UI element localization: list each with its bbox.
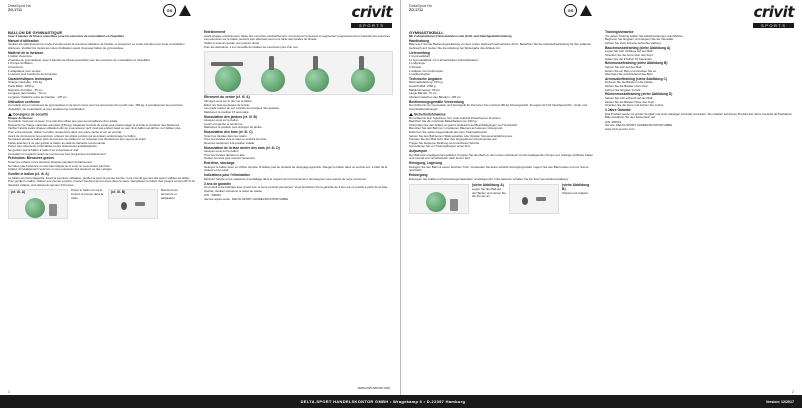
crivit-sports-tag: SPORTS — [753, 23, 794, 28]
safety-item: Avant de commencer les exercices, enlevez les objets pointus qui pourraient endommager le ballon. — [8, 133, 137, 138]
right-column-2 — [605, 30, 794, 132]
inflate-text-2: Pour gonfler le ballon, utilisez une pompe à piston. Insérez l'embout de la pompe dans la valve. Remplissez le ballon d'air jusqu'à environ 80 % du diamètre indiqué, puis laissez-le reposer 24 heures. — [8, 179, 195, 187]
storage-text: Nettoyez le ballon avec un chiffon humide. N'utilisez pas de produits de nettoyage agressifs. Rangez le ballon dans un endroit sec, à l'abri de la chaleur et du soleil. — [204, 164, 388, 173]
exercise-1-item: Allongez-vous sur le dos sur le ballon. — [204, 98, 253, 103]
use-heading: Bestimmungsgemäße Verwendung — [409, 99, 464, 104]
training-item: Les exercices sur le ballon peuvent être effectués seul ou à l'aide des bandes de fitness. — [204, 37, 318, 42]
exercise-2-heading: Musculation des jambes (cf. ill. B) — [204, 114, 257, 119]
exercise-2-heading: Beinmuskeltraining (siehe Abbildung B) — [605, 61, 668, 66]
exercise-2-item: Asseyez-vous sur le ballon. — [204, 118, 240, 123]
exercise-1-heading: Étirement du ventre (cf. ill. A) — [204, 95, 250, 100]
safety-item: Respectez la charge maximale autorisée (150 kg). Dépasser la limite de poids peut endommager le produit et entraîner des blessures. — [8, 122, 180, 127]
training-text: Avant chaque entraînement, faites des exercices d'échauffement. Commencez lentement et augmentez progressivement l'intensité des exercices. — [204, 33, 391, 38]
training-item: Achten Sie stets auf eine aufrechte Haltung. — [605, 40, 662, 45]
intro-text: Bitte lesen Sie die Bedienungsanleitung vor dem ersten Gebrauch aufmerksam durch. Bewahren Sie die Gebrauchsanleitung für den späteren Gebrauch auf. Geben Sie die Anleitung bei Weitergabe des Artikels mit. — [409, 42, 592, 50]
figure-b-caption: Stöpsel und Adapter. — [562, 190, 589, 195]
safety-item: Portez des vêtements confortables et des chaussures antidérapantes. — [8, 144, 98, 149]
intro-heading: Manuel d'utilisation — [8, 38, 39, 43]
figure-b-caption: Bouchons de fermeture et adaptateur. — [161, 188, 178, 200]
safety-item: Ne laissez jamais le ballon près de sources de chaleur et ne l'exposez pas directement aux rayons du soleil. — [8, 137, 147, 142]
important-heading: Précisions: Blessures graves — [8, 156, 54, 161]
crivit-logo — [351, 4, 392, 28]
warranty-heading: 3 Jahre Garantie — [605, 108, 631, 112]
exercise-3-item: Kehren Sie langsam zurück. — [605, 87, 642, 92]
exercise-4-item: Strecken Sie die Arme und kehren Sie zurück. — [605, 103, 664, 108]
training-heading: Entraînement — [204, 30, 226, 35]
intro-heading: Handhabung — [409, 38, 430, 43]
exercise-4-item: Asseyez-vous sur le ballon. — [204, 149, 240, 154]
scope-item: 1 Lackierstopfen — [409, 72, 431, 77]
footer-bar — [0, 395, 802, 408]
warranty-heading: 3 ans de garantie — [204, 181, 231, 186]
product-title: GYMNASTIKBALL — [409, 30, 444, 36]
figure-b — [108, 189, 158, 219]
page-number: 1 — [8, 390, 10, 394]
exercise-illustrations — [204, 51, 393, 95]
storage-heading: Reinigung, Lagerung — [409, 161, 442, 166]
exercise-4-item: Ziehen Sie die Bänder hinter den Kopf. — [605, 99, 655, 104]
exercise-3-heading: Musculation des bras (cf. ill. C) — [204, 130, 253, 135]
tech-item: Gewicht Ball: 1050 g — [409, 84, 436, 89]
product-subtitle: Mit 2 abnehmbaren Fitnessbändern zum Kraft- und Gleichgewichtstraining — [409, 33, 512, 38]
inflate-heading: Aufpumpen — [409, 149, 428, 154]
product-subtitle: Avec 2 bandes de fitness amovibles pour les exercices de musculation et d'équilibre — [8, 33, 125, 38]
exercise-ball-d — [351, 68, 375, 92]
safety-heading: Consignes de sécurité — [8, 113, 196, 117]
figure-a-caption: Legen Sie den Ball auf den Boden und setzen Sie die Pumpe an. — [472, 186, 506, 199]
storage-heading: Entretien, stockage — [204, 161, 235, 166]
brand-line: DeltaSport Ha — [8, 4, 31, 8]
person-figure-b — [269, 56, 274, 70]
model-number: ZG-1711 — [409, 8, 423, 13]
right-column-1 — [409, 30, 597, 214]
exercise-1-item: Étirez les bras au-dessus de la tête. — [204, 102, 250, 107]
left-page — [0, 0, 401, 395]
exercise-1-item: Legen Sie sich rücklings auf den Ball. — [605, 49, 654, 54]
version-label: Version: 12/2017 — [765, 399, 794, 404]
training-item: Veillez à toujours garder une posture droite. — [204, 40, 260, 45]
ball-illustration — [426, 192, 446, 212]
tech-heading: Technische Angaben — [409, 76, 442, 81]
scope-item: 1 Pompe d'inflation — [8, 61, 33, 66]
exercise-2-item: Levez une jambe et tendez-la. — [204, 121, 243, 126]
service-info: Service: DELTA-SPORT HANDELSKONTOR GMBH — [605, 123, 673, 128]
certification-logos — [564, 4, 592, 17]
safety-item: Benutzen Sie den Ball nur in trockenen Räumen auf ebenem Untergrund. — [409, 126, 503, 131]
safety-item: Konsultieren Sie vor Trainingsbeginn einen Arzt. — [409, 144, 471, 149]
tech-item: Longueur des bandes : 70 cm — [8, 91, 47, 96]
warning-triangle-icon — [580, 5, 592, 16]
training-item: Beginnen Sie langsam und steigern Sie die Intensität. — [605, 37, 674, 42]
figure-b — [509, 184, 559, 214]
warning-triangle-icon — [179, 5, 191, 16]
scope-heading: Matériel de la livraison — [8, 50, 44, 55]
safety-item: Pumpen Sie den Ball nicht über den angegebenen Durchmesser auf. — [409, 137, 498, 142]
gs-logo: GS — [564, 4, 577, 17]
crivit-logo — [753, 4, 794, 28]
important-item: Arrêtez immédiatement l'exercice si vous ressentez des douleurs ou des vertiges. — [8, 167, 113, 172]
plug-illustration — [121, 202, 127, 210]
safety-item: Setzen Sie den Ball keinen Wärmequellen oder direkter Sonneneinstrahlung aus. — [409, 133, 513, 138]
safety-item: Cet article n'est pas un jouet. Il ne doit être utilisé que sous la surveillance d'un adulte. — [8, 119, 119, 124]
certification-logos — [163, 4, 191, 17]
tech-item: Diamètre du ballon : 65 cm — [8, 87, 43, 92]
safety-item: Der Artikel ist kein Spielzeug. Nur unter Aufsicht Erwachsener benutzen. — [409, 115, 502, 120]
figure-b-caption-block — [562, 184, 592, 214]
scope-item: 1 Gymnastikball — [409, 54, 430, 59]
left-column-2 — [204, 30, 393, 202]
inflate-text: Le ballon est fourni dégonflé. Avant la première utilisation, gonflez-le avec la pompe fournie. Il est normal que des plis soient visibles au début. — [8, 175, 190, 180]
right-page — [401, 0, 802, 395]
figure-a-label: (cf. ill. A) — [11, 190, 26, 195]
person-figure-d — [359, 56, 364, 70]
intro-text: Veuillez lire attentivement le mode d'emploi avant la première utilisation de l'article, et conservez ce mode d'emploi pour toute consultation ultérieure. Veuillez lire toutes les notes d'utilisation avant d'exposer ballon de gymnastique. — [8, 42, 185, 50]
exercise-1-item: Maintenez la position 15 secondes. — [204, 109, 250, 114]
safety-item: Beachten Sie die maximale Belastbarkeit von 150 kg. — [409, 119, 478, 124]
safety-item: Überprüfen Sie den Artikel vor jedem Gebrauch auf Beschädigungen und Verschleiß. — [409, 122, 518, 127]
ian-number: IAN: 300043 — [605, 119, 622, 124]
scope-heading: Lieferumfang — [409, 50, 430, 55]
exercise-1-item: Halten Sie die Position 15 Sekunden. — [605, 56, 653, 61]
plug-illustration — [522, 197, 528, 205]
exercise-2-item: Wechseln Sie anschließend das Bein. — [605, 72, 654, 77]
exercise-4-item: Tirez les bandes derrière la tête. — [204, 152, 246, 157]
safety-item: Faites attention à ne pas gonfler le ballon au-delà du diamètre recommandé. — [8, 140, 106, 145]
safety-item: Vérifiez l'article avant chaque utilisation afin de vous assurer qu'il n'est pas endommagé ou usé. Si le ballon est abîmé, ne l'utilisez plus. — [8, 126, 182, 131]
exercise-1-heading: Bauchmuskeltraining (siehe Abbildung A) — [605, 45, 671, 50]
scope-item: 1 ballon d'exercice — [8, 54, 32, 59]
exercise-3-item: Revenez lentement à la position initiale. — [204, 140, 255, 145]
gs-logo: GS — [163, 4, 176, 17]
person-figure-a — [211, 62, 243, 66]
use-text: Der Artikel ist ein Gymnastik- und Sportgerät für Personen bis maximal 150 kg Körpergewicht. Er eignet sich für Gleichgewichts-, Kraft- und Koordinationsübungen. — [409, 103, 588, 111]
figure-a — [8, 189, 68, 219]
inflate-text: Der Ball wird unaufgepumpt geliefert. Pumpen Sie den Ball vor dem ersten Gebrauch mit der beiliegenden Pumpe auf. Anfangs sichtbare Falten sind normal und verschwinden nach kurzer Zeit. — [409, 152, 593, 161]
figure-a-label: (siehe Abbildung A) — [472, 183, 504, 188]
exercise-3-item: Tirez les bandes vers le haut en tendant les bras. — [204, 137, 268, 142]
tech-item: Maximalbelastung: 150 kg — [409, 80, 443, 85]
scope-item: 1x Gymnastikball, mit 2 abnehmbaren Fitnessbändern — [409, 57, 479, 62]
service-url[interactable]: www.crivit-service.com — [357, 386, 390, 390]
exercise-3-item: Tenez les bandes dans les mains. — [204, 133, 248, 138]
disposal-text: Éliminez l'article et les matériaux d'emballage dans le respect de l'environnement. Renseignez-vous auprès de votre commune. — [204, 176, 367, 181]
scope-item: 1 Lacrets pour bouchons de fermeture — [8, 72, 58, 77]
scope-item: 1 Luftpumpe — [409, 61, 426, 66]
company-address: DELTA-SPORT HANDELSKONTOR GMBH • Wragekamp 6 • D-22397 Hamburg — [300, 399, 466, 404]
figure-row — [8, 189, 196, 219]
model-number: ZG-1711 — [8, 8, 22, 13]
safety-item: Entfernen Sie spitze Gegenstände aus dem Trainingsbereich. — [409, 130, 488, 135]
figure-row — [409, 184, 597, 214]
warranty-text: Ce produit a été fabriqué avec grand soin et sous contrôle permanent. Vous bénéficiez d'une garantie de 3 ans sur ce produit à partir de la date d'achat. Veuillez conserver le ticket de caisse. — [204, 185, 388, 193]
figure-a — [409, 184, 469, 214]
safety-item: Consultez un médecin avant de commencer tout programme d'entraînement. — [8, 151, 107, 156]
crivit-wordmark: crivit — [351, 3, 392, 21]
adapter-illustration — [536, 197, 546, 201]
exercise-4-item: Setzen Sie sich aufrecht auf den Ball. — [605, 96, 654, 101]
exercise-1-item: Strecken Sie die Arme über den Kopf. — [605, 52, 654, 57]
use-text: Cet article est un instrument de gymnastique et de sport conçu pour les personnes d'un poids max. 150 kg. Il est idéal pour les exercices d'équilibre, de musculation et pour améliorer la coordination. — [8, 103, 183, 111]
exercise-1-item: Les pieds restent au sol, écartés de la largeur des épaules. — [204, 106, 280, 111]
disposal-text: Entsorgen Sie Artikel und Verpackungsmaterialien umweltgerecht. Informationen erhalten Sie bei Ihrer Gemeindeverwaltung. — [409, 176, 569, 181]
tech-item: Poids Balle : 1050 g — [8, 84, 34, 89]
tech-item: Longueur d'attache entre les bandes : 135 cm — [8, 94, 67, 99]
storage-text: Reinigen Sie den Ball mit einem feuchten Tuch. Verwenden Sie keine scharfen Reinigungsmittel. Lagern Sie den Ball trocken und vor Sonne geschützt. — [409, 164, 589, 173]
training-item: Vor jedem Training sollten Sie Aufwärmübungen durchführen. — [605, 33, 684, 38]
tech-heading: Caractéristiques techniques — [8, 76, 53, 81]
training-item: Pour les débutants, il est conseillé de réaliser les exercices près d'un mur. — [204, 44, 299, 49]
tech-item: Abstand zwischen den Bändern: 135 cm — [409, 94, 461, 99]
child-heading: Risque de blesser — [8, 115, 33, 120]
exercise-ball-c — [305, 68, 329, 92]
disposal-heading: Entsorgung — [409, 173, 428, 178]
crivit-sports-tag: SPORTS — [351, 23, 392, 28]
exercise-ball-a — [215, 66, 241, 92]
exercise-2-item: Heben Sie ein Bein und strecken Sie es. — [605, 68, 657, 73]
disposal-heading: Indications pour l'élimination — [204, 173, 250, 178]
scope-item: 2 bandes de gymnastique, avec 2 bandes de fitness amovibles pour les exercices de musculation et d'équilibre — [8, 57, 150, 62]
exercise-2-item: Setzen Sie sich auf den Ball. — [605, 64, 642, 69]
warranty-text: Das Produkt wurde mit großer Sorgfalt und unter ständiger Kontrolle produziert. Sie erhalten auf dieses Produkt drei Jahre Garantie ab Kaufdatum. Bitte bewahren Sie den Kassenbon auf. — [605, 111, 793, 120]
tech-item: Balldurchmesser: 65 cm — [409, 87, 441, 92]
ball-illustration — [25, 198, 45, 218]
tech-item: Länge Bänder: 70 cm — [409, 91, 437, 96]
training-heading: Trainingshinweise — [605, 30, 634, 35]
use-heading: Utilisation conforme — [8, 99, 40, 104]
crivit-wordmark: crivit — [753, 3, 794, 21]
scope-item: 1 Adapter zum Aufpumpen — [409, 68, 444, 73]
exercise-2-item: Maintenez la position puis changez de jambe. — [204, 125, 263, 130]
service-url[interactable]: www.crivit-service.com — [605, 126, 635, 131]
exercise-3-heading: Armmuskeltraining (siehe Abbildung C) — [605, 76, 667, 81]
tech-item: Charge maximale : 150 kg — [8, 80, 42, 85]
scope-item: 2 bouchons — [8, 64, 23, 69]
figure-a-caption-block — [472, 184, 506, 214]
safety-item: Tragen Sie bequeme Kleidung und rutschfeste Schuhe. — [409, 140, 480, 145]
page-number: 2 — [792, 390, 794, 394]
exercise-ball-b — [261, 68, 285, 92]
exercise-4-heading: Musculation de la face arrière des bras (cf. ill. D) — [204, 145, 280, 150]
person-figure-c — [313, 56, 318, 70]
exercise-4-item: Tendez les bras puis revenez lentement. — [204, 156, 256, 161]
right-header — [409, 4, 794, 28]
figure-b-label: (cf. ill. B) — [111, 190, 126, 195]
scope-item: 1 Adaptateur pour pompe — [8, 68, 41, 73]
figure-b-label: (siehe Abbildung B) — [562, 183, 590, 191]
figure-a-caption: Posez le ballon au sol et insérez la pompe dans la valve. — [71, 188, 104, 200]
brand-line: DeltaSport Ha — [409, 4, 432, 8]
scope-item: 2 Stöpsel — [409, 64, 422, 69]
service-info: Service après-vente : DELTA-SPORT HANDELSKONTOR GMBH — [204, 196, 289, 201]
left-header — [8, 4, 392, 28]
safety-heading: Sicherheitshinweise — [409, 113, 597, 117]
exercise-3-item: Ziehen Sie die Bänder nach oben. — [605, 84, 649, 89]
product-title: BALLON DE GYMNASTIQUE — [8, 30, 63, 36]
important-item: Ne faites pas d'exercice si vous êtes fatigué ou si vous ne vous sentez pas bien. — [8, 163, 111, 168]
safety-item: Pour votre sécurité, utilisez le ballon uniquement dans une pièce sèche et sur un sol plat. — [8, 130, 122, 135]
inflate-heading: Gonfler le ballon (cf. ill. A) — [8, 171, 49, 176]
important-item: Tenez les enfants et les animaux éloignés pendant l'entraînement. — [8, 160, 93, 164]
ian-number: IAN : 300043 — [204, 193, 221, 198]
adapter-illustration — [135, 202, 145, 206]
left-column-1 — [8, 30, 196, 219]
pump-illustration — [49, 204, 57, 216]
safety-item: Ne gonflez pas le ballon à l'aide d'un compresseur d'air. — [8, 148, 80, 153]
pump-illustration — [450, 199, 458, 211]
exercise-4-heading: Rückenmuskeltraining (siehe Abbildung D) — [605, 92, 673, 97]
exercise-3-item: Nehmen Sie die Bänder in die Hände. — [605, 80, 654, 85]
